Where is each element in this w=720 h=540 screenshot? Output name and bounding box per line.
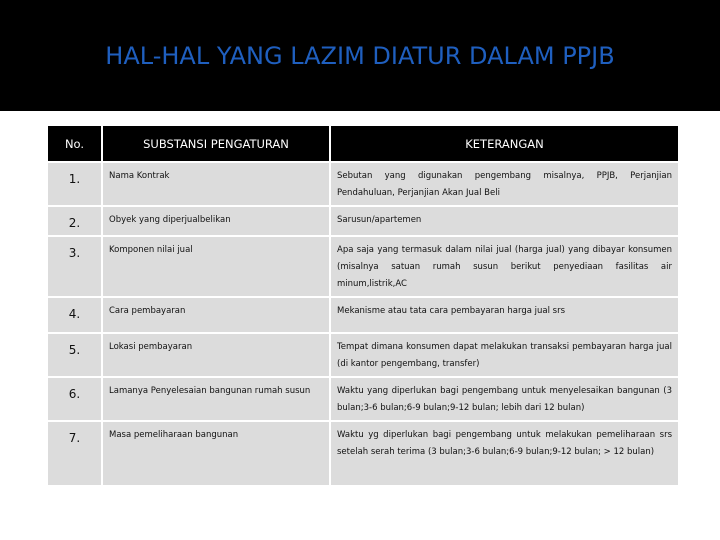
row-number: 3.: [48, 236, 102, 297]
table-row: [48, 333, 678, 377]
slide-title: HAL-HAL YANG LAZIM DIATUR DALAM PPJB: [105, 42, 615, 70]
row-substansi: Lokasi pembayaran: [102, 333, 330, 377]
row-substansi: Lamanya Penyelesaian bangunan rumah susun: [102, 377, 330, 421]
row-keterangan: Mekanisme atau tata cara pembayaran harga jual srs: [330, 297, 678, 333]
table-row: [48, 421, 678, 485]
row-number: 4.: [48, 297, 102, 333]
table-header-row: [48, 126, 678, 162]
row-keterangan: Sebutan yang digunakan pengembang misalnya, PPJB, Perjanjian Pendahuluan, Perjanjian Akan Jual Beli: [330, 162, 678, 206]
row-keterangan: Apa saja yang termasuk dalam nilai jual (harga jual) yang dibayar konsumen (misalnya satuan rumah susun berikut penyediaan fasilitas air minum,listrik,AC: [330, 236, 678, 297]
row-substansi: Obyek yang diperjualbelikan: [102, 206, 330, 236]
row-number: 7.: [48, 421, 102, 485]
row-substansi: Komponen nilai jual: [102, 236, 330, 297]
row-keterangan: Waktu yg diperlukan bagi pengembang untuk melakukan pemeliharaan srs setelah serah terima (3 bulan;3-6 bulan;6-9 bulan;9-12 bulan; > 12 bulan): [330, 421, 678, 485]
row-number: 2.: [48, 206, 102, 236]
row-substansi: Nama Kontrak: [102, 162, 330, 206]
row-number: 5.: [48, 333, 102, 377]
header-keterangan: KETERANGAN: [330, 126, 678, 162]
ppjb-table: [48, 126, 678, 485]
row-substansi: Masa pemeliharaan bangunan: [102, 421, 330, 485]
row-substansi: Cara pembayaran: [102, 297, 330, 333]
table-row: [48, 236, 678, 297]
header-substansi: SUBSTANSI PENGATURAN: [102, 126, 330, 162]
header-no: No.: [48, 126, 102, 162]
table-row: [48, 206, 678, 236]
row-number: 1.: [48, 162, 102, 206]
table-row: [48, 297, 678, 333]
table-row: [48, 377, 678, 421]
row-number: 6.: [48, 377, 102, 421]
row-keterangan: Waktu yang diperlukan bagi pengembang untuk menyelesaikan bangunan (3 bulan;3-6 bulan;6-9 bulan;9-12 bulan; lebih dari 12 bulan): [330, 377, 678, 421]
table-row: [48, 162, 678, 206]
row-keterangan: Sarusun/apartemen: [330, 206, 678, 236]
row-keterangan: Tempat dimana konsumen dapat melakukan transaksi pembayaran harga jual (di kantor pengembang, transfer): [330, 333, 678, 377]
